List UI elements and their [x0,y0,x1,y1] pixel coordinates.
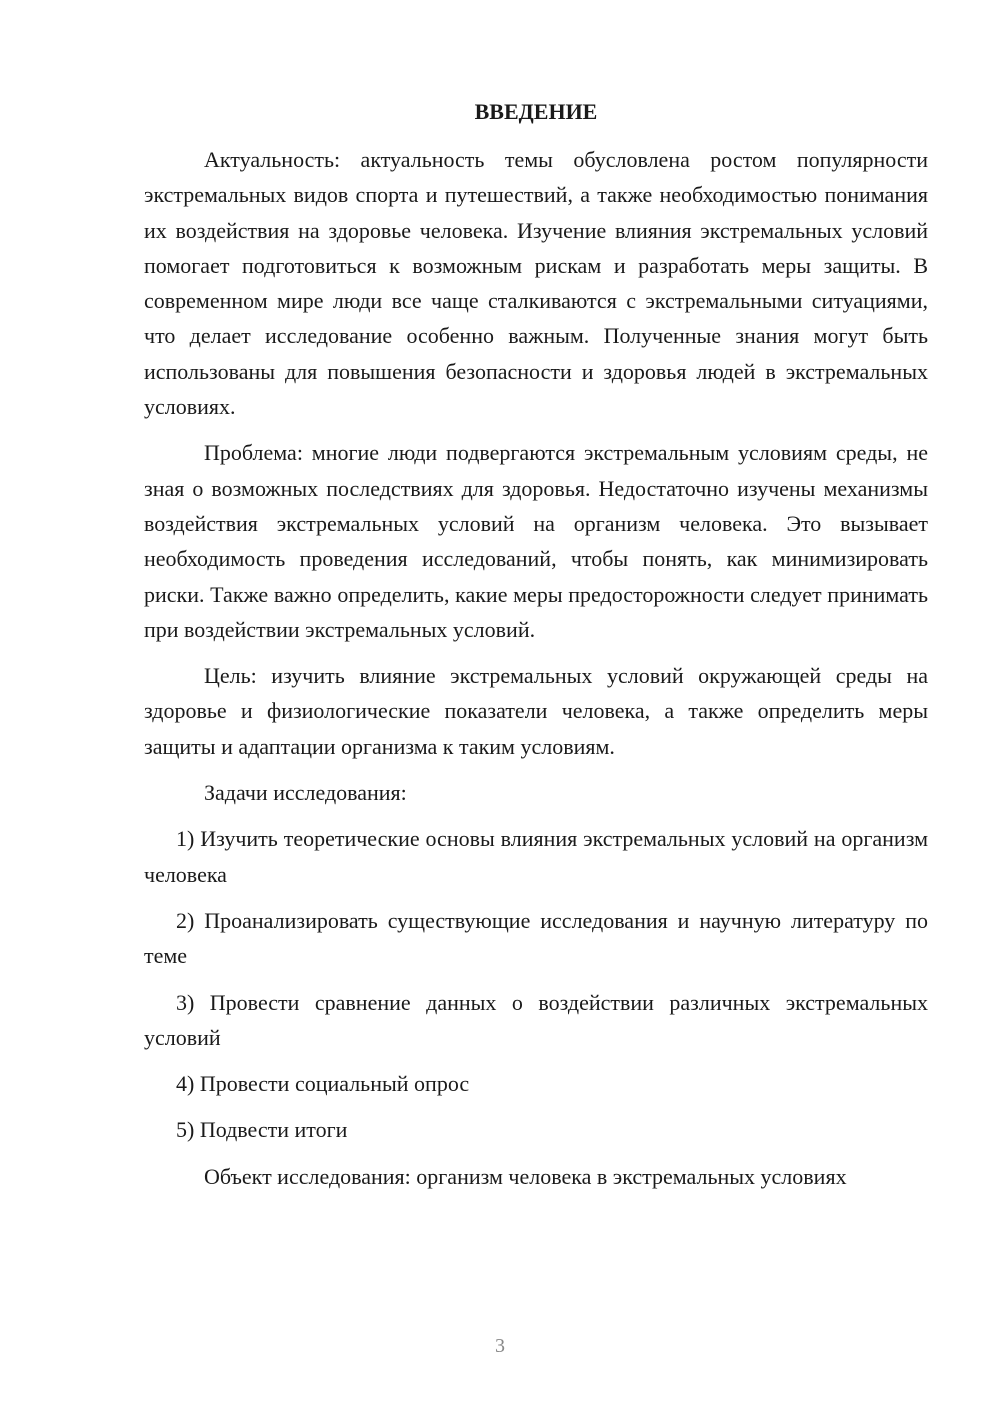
task-item-1: 1) Изучить теоретические основы влияния экстремальных условий на организм человека [144,826,928,887]
page-content [144,94,928,1194]
paragraph-goal: Цель: изучить влияние экстремальных условий окружающей среды на здоровье и физиологические показатели человека, а также определить меры защиты и адаптации организма к таким условиям. [144,663,928,759]
paragraph-relevance: Актуальность: актуальность темы обусловлена ростом популярности экстремальных видов спорта и путешествий, а также необходимостью понимания их воздействия на здоровье человека. Изучение влияния экстремальных условий помогает подготовиться к возможным рискам и разработать меры защиты. В современном мире люди все чаще сталкиваются с экстремальными ситуациями, что делает исследование особенно важным. Полученные знания могут быть использованы для повышения безопасности и здоровья людей в экстремальных условиях. [144,147,928,420]
paragraph-tasks-heading: Задачи исследования: [204,780,407,806]
paragraph-problem: Проблема: многие люди подвергаются экстремальным условиям среды, не зная о возможных последствиях для здоровья. Недостаточно изучены механизмы воздействия экстремальных условий на организм человека. Это вызывает необходимость проведения исследований, чтобы понять, как минимизировать риски. Также важно определить, какие меры предосторожности следует принимать при воздействии экстремальных условий. [144,440,928,642]
task-item-2: 2) Проанализировать существующие исследования и научную литературу по теме [144,907,928,969]
page-title: ВВЕДЕНИЕ [474,99,598,124]
task-item-3: 3) Провести сравнение данных о воздействии различных экстремальных условий [144,989,928,1050]
paragraph-object: Объект исследования: организм человека в экстремальных условиях [204,1163,847,1189]
page-number: 3 [495,1335,505,1357]
task-item-4: 4) Провести социальный опрос [176,1071,470,1097]
task-item-5: 5) Подвести итоги [176,1117,348,1143]
